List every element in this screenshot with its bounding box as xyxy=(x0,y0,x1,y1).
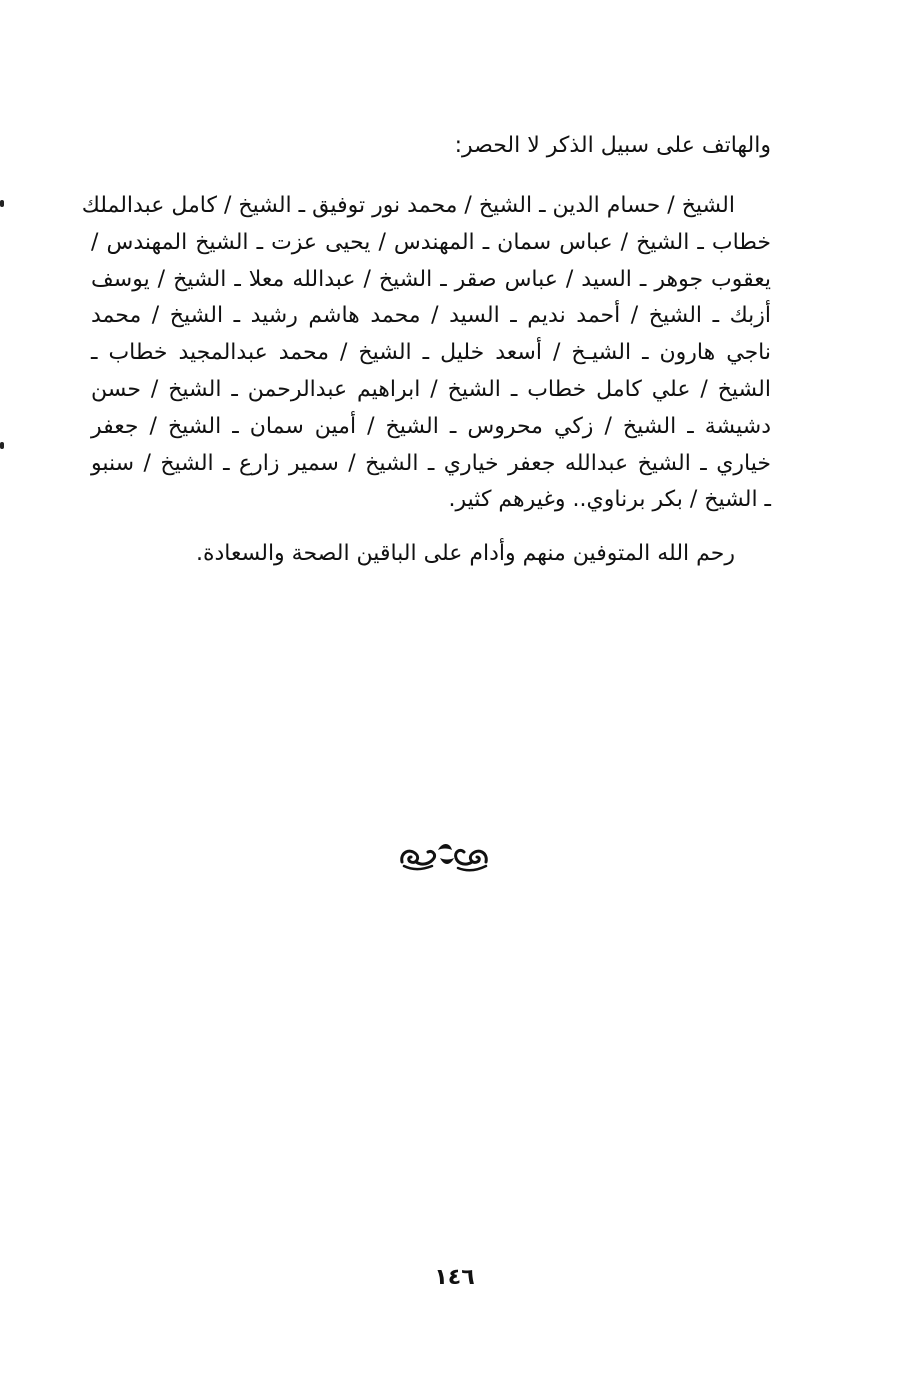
paragraph-line: الشيخ / علي كامل خطاب ـ الشيخ / ابراهيم عبدالرحمن ـ الشيخ / حسن xyxy=(91,376,771,402)
intro-line: والهاتف على سبيل الذكر لا الحصر: xyxy=(454,133,771,158)
paragraph-line: خطاب ـ الشيخ / عباس سمان ـ المهندس / يحيى عزت ـ الشيخ المهندس / xyxy=(91,229,771,255)
paragraph-line: ـ الشيخ / بكر برناوي.. وغيرهم كثير. xyxy=(448,487,771,513)
scan-edge-mark xyxy=(0,442,4,449)
paragraph-line: الشيخ / حسام الدين ـ الشيخ / محمد نور توفيق ـ الشيخ / كامل عبدالملك xyxy=(81,193,735,218)
closing-line: رحم الله المتوفين منهم وأدام على الباقين الصحة والسعادة. xyxy=(195,541,735,566)
paragraph-line: دشيشة ـ الشيخ / زكي محروس ـ الشيخ / أمين سمان ـ الشيخ / جعفر xyxy=(91,413,771,439)
paragraph-line: أزبك ـ الشيخ / أحمد نديم ـ السيد / محمد هاشم رشيد ـ الشيخ / محمد xyxy=(91,303,771,329)
paragraph-line: ناجي هارون ـ الشيـخ / أسعد خليل ـ الشيخ / محمد عبدالمجيد خطاب ـ xyxy=(91,340,771,366)
paragraph-line: خياري ـ الشيخ عبدالله جعفر خياري ـ الشيخ / سمير زارع ـ الشيخ / سنبو xyxy=(91,450,771,476)
decorative-flourish-icon xyxy=(396,836,492,876)
names-paragraph xyxy=(81,188,771,519)
scan-edge-mark xyxy=(0,200,4,207)
page-number: ١٤٦ xyxy=(434,1265,475,1290)
paragraph-line: يعقوب جوهر ـ السيد / عباس صقر ـ الشيخ / عبدالله معلا ـ الشيخ / يوسف xyxy=(91,266,771,292)
